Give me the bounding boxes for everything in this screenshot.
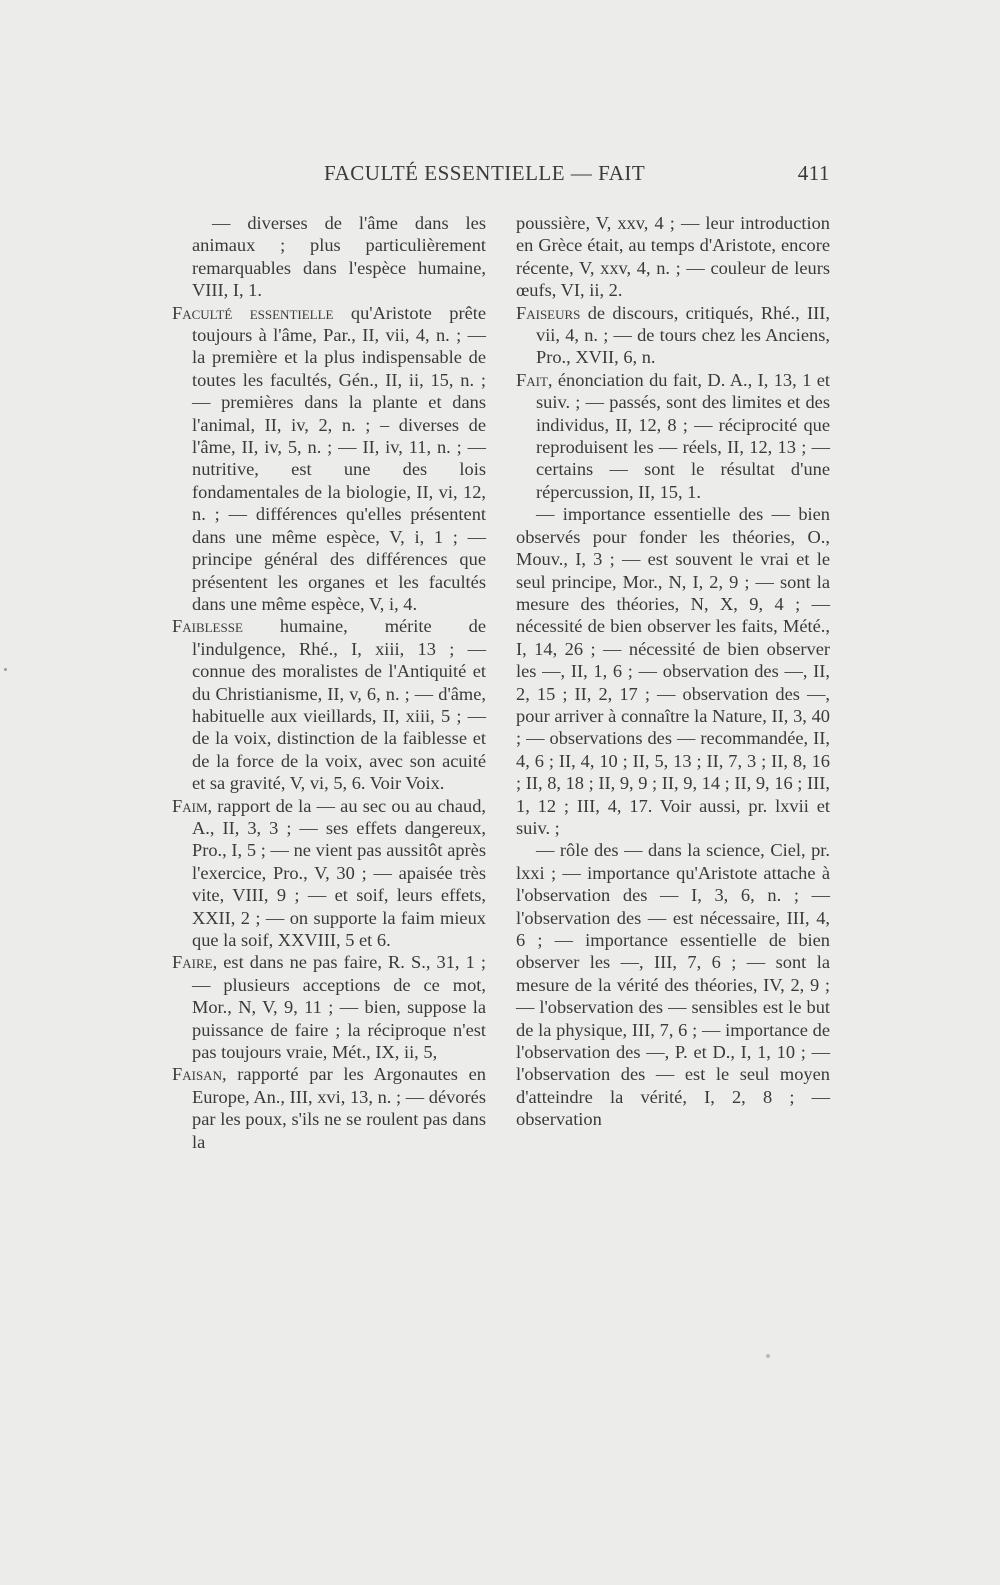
entry-faiseurs (516, 302, 830, 369)
left-column (172, 212, 486, 1153)
entry-subparagraph: — rôle des — dans la science, Ciel, pr. lxxi ; — importance qu'Aristote attache à l'observation des — I, 3, 6, n. ; — l'observation des — est nécessaire, III, 4, 6 ; — importance essentielle de bien observer les —, III, 7, 6 ; — sont la mesure de la vérité des théories, IV, 2, 9 ; — l'observation des — sensibles est le but de la physique, III, 7, 6 ; — importance de l'observation des —, P. et D., I, 1, 10 ; — l'observation des — est le seul moyen d'atteindre la vérité, I, 2, 8 ; — observation (516, 840, 830, 1130)
entry-continuation: poussière, V, xxv, 4 ; — leur introduction en Grèce était, au temps d'Aristote, encore récente, V, xxv, 4, n. ; — couleur de leurs œufs, VI, ii, 2. (516, 213, 830, 301)
entry-faiblesse (172, 615, 486, 794)
entry-text: , est dans ne pas faire, R. S., 31, 1 ; — plusieurs acceptions de ce mot, Mor., N, V, 9, 11 ; — bien, suppose la puissance de faire ; la réciproque n'est pas toujours vraie, Mét., IX, ii, 5, (192, 952, 486, 1063)
entry-text: , énonciation du fait, D. A., I, 13, 1 et suiv. ; — passés, sont des limites et des individus, II, 12, 8 ; — réciprocité que reproduisent les — réels, II, 12, 13 ; — certains — sont le résultat d'une répercussion, II, 15, 1. (536, 369, 830, 502)
page-number: 411 (797, 161, 830, 185)
entry-text: de discours, critiqués, Rhé., III, vii, 4, n. ; — de tours chez les Anciens, Pro., XVII, 6, n. (536, 302, 830, 368)
headword: Faiseurs (516, 302, 581, 323)
entry-faculte-essentielle (172, 302, 486, 616)
headword: Faire (172, 952, 213, 973)
headword: Faim (172, 795, 208, 816)
paper-speck (4, 668, 7, 671)
entry-text: , rapporté par les Argonautes en Europe, An., III, xvi, 13, n. ; — dévorés par les poux, s'ils ne se roulent pas dans la (192, 1064, 486, 1152)
entry-faisan (172, 1063, 486, 1153)
entry-faire (172, 951, 486, 1063)
entry-continuation: — diverses de l'âme dans les animaux ; plus particulièrement remarquables dans l'espèce humaine, VIII, I, 1. (192, 213, 486, 301)
paper-speck (766, 1354, 770, 1358)
right-column (516, 212, 830, 1131)
entry-faim (172, 795, 486, 952)
entry-subparagraph: — importance essentielle des — bien observés pour fonder les théories, O., Mouv., I, 3 ; — est souvent le vrai et le seul principe, Mor., N, I, 2, 9 ; — sont la mesure des théories, N, X, 9, 4 ; — nécessité de bien observer les faits, Mété., I, 14, 26 ; — nécessité de bien observer les —, II, 1, 6 ; — observation des —, II, 2, 15 ; II, 2, 17 ; — observation des —, pour arriver à connaître la Nature, II, 3, 40 ; — observations des — recommandée, II, 4, 6 ; II, 4, 10 ; II, 5, 13 ; II, 7, 3 ; II, 8, 16 ; II, 8, 18 ; II, 9, 9 ; II, 9, 14 ; II, 9, 16 ; III, 1, 12 ; III, 4, 17. Voir aussi, pr. lxvii et suiv. ; (516, 504, 830, 838)
entry-text: humaine, mérite de l'indulgence, Rhé., I, xiii, 13 ; — connue des moralistes de l'Antiquité et du Christianisme, II, v, 6, n. ; — d'âme, habituelle aux vieillards, II, xiii, 5 ; — de la voix, distinction de la faiblesse et de la force de la voix, avec son acuité et sa gravité, V, vi, 5, 6. Voir Voix. (192, 616, 486, 794)
running-header (170, 161, 830, 191)
entry-fait (516, 369, 830, 503)
page-title: FACULTÉ ESSENTIELLE — FAIT (324, 161, 646, 185)
headword: Faiblesse (172, 616, 243, 637)
entry-text: qu'Aristote prête toujours à l'âme, Par., II, vii, 4, n. ; — la première et la plus indispensable de toutes les facultés, Gén., II, ii, 15, n. ; — premières dans la plante et dans l'animal, II, iv, 2, n. ; – diverses de l'âme, II, iv, 5, n. ; — II, iv, 11, n. ; — nutritive, est une des lois fondamentales de la biologie, II, vi, 12, n. ; — différences qu'elles présentent dans une même espèce, V, i, 1 ; — principe général des différences que présentent les organes et les facultés dans une même espèce, V, i, 4. (192, 302, 487, 614)
entry-text: , rapport de la — au sec ou au chaud, A., II, 3, 3 ; — ses effets dangereux, Pro., I, 5 ; — ne vient pas aussitôt après l'exercice, Pro., V, 30 ; — apaisée très vite, VIII, 9 ; — et soif, leurs effets, XXII, 2 ; — on supporte la faim mieux que la soif, XXVIII, 5 et 6. (192, 795, 486, 950)
headword: Faculté essentielle (172, 302, 334, 323)
headword: Faisan (172, 1064, 222, 1085)
headword: Fait (516, 369, 548, 390)
